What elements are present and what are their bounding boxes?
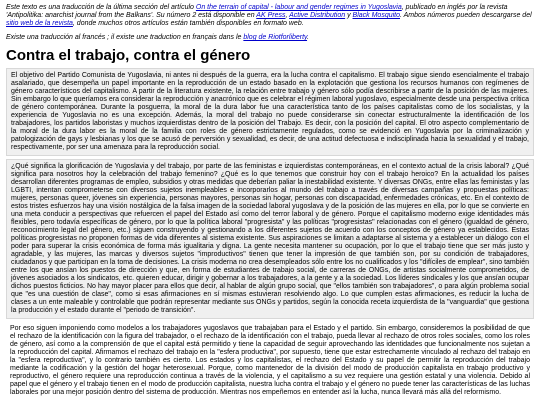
article-title: Contra el trabajo, contra el género [6,47,251,64]
intro-text: , [285,12,290,19]
intro-text: , donde muchos otros artículos están también disponibles en formato web. [72,20,304,27]
magazine-site-link[interactable]: sitio web de la revista [6,20,73,27]
article-link[interactable]: On the terrain of capital - labour and gender regimes in Yugoslavia [195,4,402,11]
intro-text: . Ambos números pueden descargarse del [400,12,532,19]
paragraph-2: ¿Qué significa la glorificación de Yugoslavia y del trabajo, por parte de las feministas e izquierdistas contemporáneas, en el contexto actual de la crisis laboral? ¿Qué significa para nosotros hoy la celebración del trabajo femenino? ¿Qué es lo que tenemos que construir hoy con el trabajo heroico? En la actualidad los países desarrollan diferentes programas de empleo, subsidios y otras medidas que deberían paliar la inestabilidad existente. Y diversas ONGs, entre ellas las feministas y las LGBTI, intentan comprometerse con diversos sujetos inempleables e incorporarlos al mundo del trabajo a través de diversas campañas y propuestas políticas: mujeres, personas queer, jóvenes sin experiencia, personas mayores, personas sin hogar, personas con discapacidad, enfermedades crónicas, etc. En el contexto de estos tristes esfuerzos hay una visión nostálgica de la falsa imagen de la sociedad laboral yugoslava y de la posición de las mujeres en ella, por lo que se convierte en una meta conducir a perspectivas que refuercen el papel del Estado así como del terror laboral y de género. Porque el capitalismo moderno exige identidades más flexibles, pero todavía específicas de género, por lo que la política laboral "progresista" y las políticas "progresistas" relacionadas con el género (igualdad de género, reconocimiento legal del género, etc.) siguen construyendo y gestionando a los diferentes sujetos de acuerdo con los conceptos de género ya establecidos. Estas políticas progresistas no proponen formas de vida diferentes al sistema existente. Sus aspiraciones se limitan a adaptarse al sistema y a establecer un diálogo con el poder para superar la crisis económica de forma más igualitaria y digna. La gente necesita mantener su ocupación, por lo que el trabajo tiene que ser más justo y agradable, y las mujeres, las marcas y diversos sujetos "improductivos" tienen que tener la impresión de que también son, por su condición de trabajadores, ciudadanos y que participan en la toma de decisiones. La crisis moderna no crea desempleados sólo entre los no cualificados y los "difíciles de emplear", sino también entre los que ansían los puestos de dirección y que, en forma de estudiantes de trabajo social, de carreras de ONGs, de artistas socialmente comprometidos, de jóvenes asociados a los sindicatos, etc. quieren educar, dirigir y gobernar a los trabajadores, a la gente y a la sociedad. Los líderes sindicales y los que ansían ocupar dichos puestos ficticios. No hay mayor placer para ellos que decir, al hablar de algún grupo social, que "ellos también son trabajadores", o para algún problema social que "es una cuestión de clase", como si esas afirmaciones en sí mismas estuvieran resolviendo algo. Lo que cumplen estas afirmaciones, es reducir la lucha de clases a un ente maleable y controlable que podrán representar mediante sus ONGs y partidos, según la conocida receta izquierdista de la "vanguardia" que gestiona la producción y el estado durante el "periodo de transición". [6,159,534,319]
intro-note [6,4,534,28]
riotforliberty-link[interactable]: blog de Riotforliberty [243,34,308,41]
paragraph-1: El objetivo del Partido Comunista de Yugoslavia, ni antes ni después de la guerra, era la lucha contra el capitalismo. El trabajo sigue siendo esencialmente el trabajo asalariado, que desempeña un papel importante en la reproducción de un estado basado en la explotación que gestiona los recursos humanos con regímenes de género característicos del capitalismo. A partir de la literatura existente, la relación entre trabajo y género sólo podía describirse a partir de la posición de las mujeres. Sin embargo lo que queríamos era considerar la reproducción y anacrónico que es celebrar el régimen laboral yugoslavo, especialmente desde una perspectiva crítica de género contemporánea. Durante la posguerra, la moral de la dura labor fue una característica tanto de los países capitalistas como de los socialistas, y la experiencia de Yugoslavia no es una excepción. Además, la moral del trabajo no puede considerarse sin conectar estructuralmente la identificación de los trabajadores, los partidos laboristas y muchos izquierdistas dentro de la posición del Trabajo. Es decir, con la posición del capital. El otro aspecto complementario de la moral de la dura labor es la moral de la familia con roles de género estrictamente regulados, como se evidenció en Yugoslavia por la criminalización y patologización de gays y lesbianas y los que se acusó de perversión y sexualidad, es decir, de una actitud defectuosa e indisciplinada hacia la sexualidad y el trabajo, respectivamente, por ser una amenaza para la reproducción social. [6,68,534,156]
translation-text: Existe una traducción al francés ; il existe une traduction en français dans le [6,34,244,41]
black-mosquito-link[interactable]: Black Mosquito [352,12,400,19]
active-distribution-link[interactable]: Active Distribution [289,12,346,19]
translation-note [6,34,534,42]
intro-text: Este texto es una traducción de la última sección del artículo [6,4,196,11]
ak-press-link[interactable]: AK Press [256,12,286,19]
paragraph-3: Por eso siguen imponiendo como modelos a los trabajadores yugoslavos que trabajaban para el Estado y el partido. Sin embargo, consideremos la posibilidad de que el rechazo de la identificación con la figura del trabajador, o el rechazo de la identificación con el trabajo, pueda llevar al rechazo de otros roles sociales, como los roles de género, así como a la comprensión de que el capital está permitido y tiene la capacidad de seguir aprovechando las identidades que funcionalmente nos sujetan a la reproducción del capital. Afirmamos el rechazo del trabajo en la "esfera productiva", por supuesto, tiene que estar estrechamente vinculado al rechazo del trabajo en la "esfera reproductiva", y lo contrario también es cierto. Los estados y los capitalistas, el rechazo del Estado y su papel de permitir la reproducción del trabajo mediante la codificación y la gestión del hogar heterosexual. Porque, como mantenedor de la división del modo de producción capitalista en trabajo productivo y reproductivo, el género requiere una reproducción continua a través de la violencia, y el capitalismo a su vez requiere una gestión estatal y una violencia. Debido al papel que el género y el trabajo tienen en el modo de producción capitalista, nuestra lucha contra el trabajo y el género no puede tener las características de las luchas laborales por una mejor posición dentro del sistema de producción. Mientras nos empeñemos en entender así la lucha, nunca llevará más allá del reformismo. [10,325,530,396]
intro-text: y [345,12,353,19]
translation-text: . [307,34,309,41]
intro-text: , publicado en inglés por la revista 'Antipolitika: anarchist journal from the Balkans'. Su número 2 está disponible en [6,4,508,19]
